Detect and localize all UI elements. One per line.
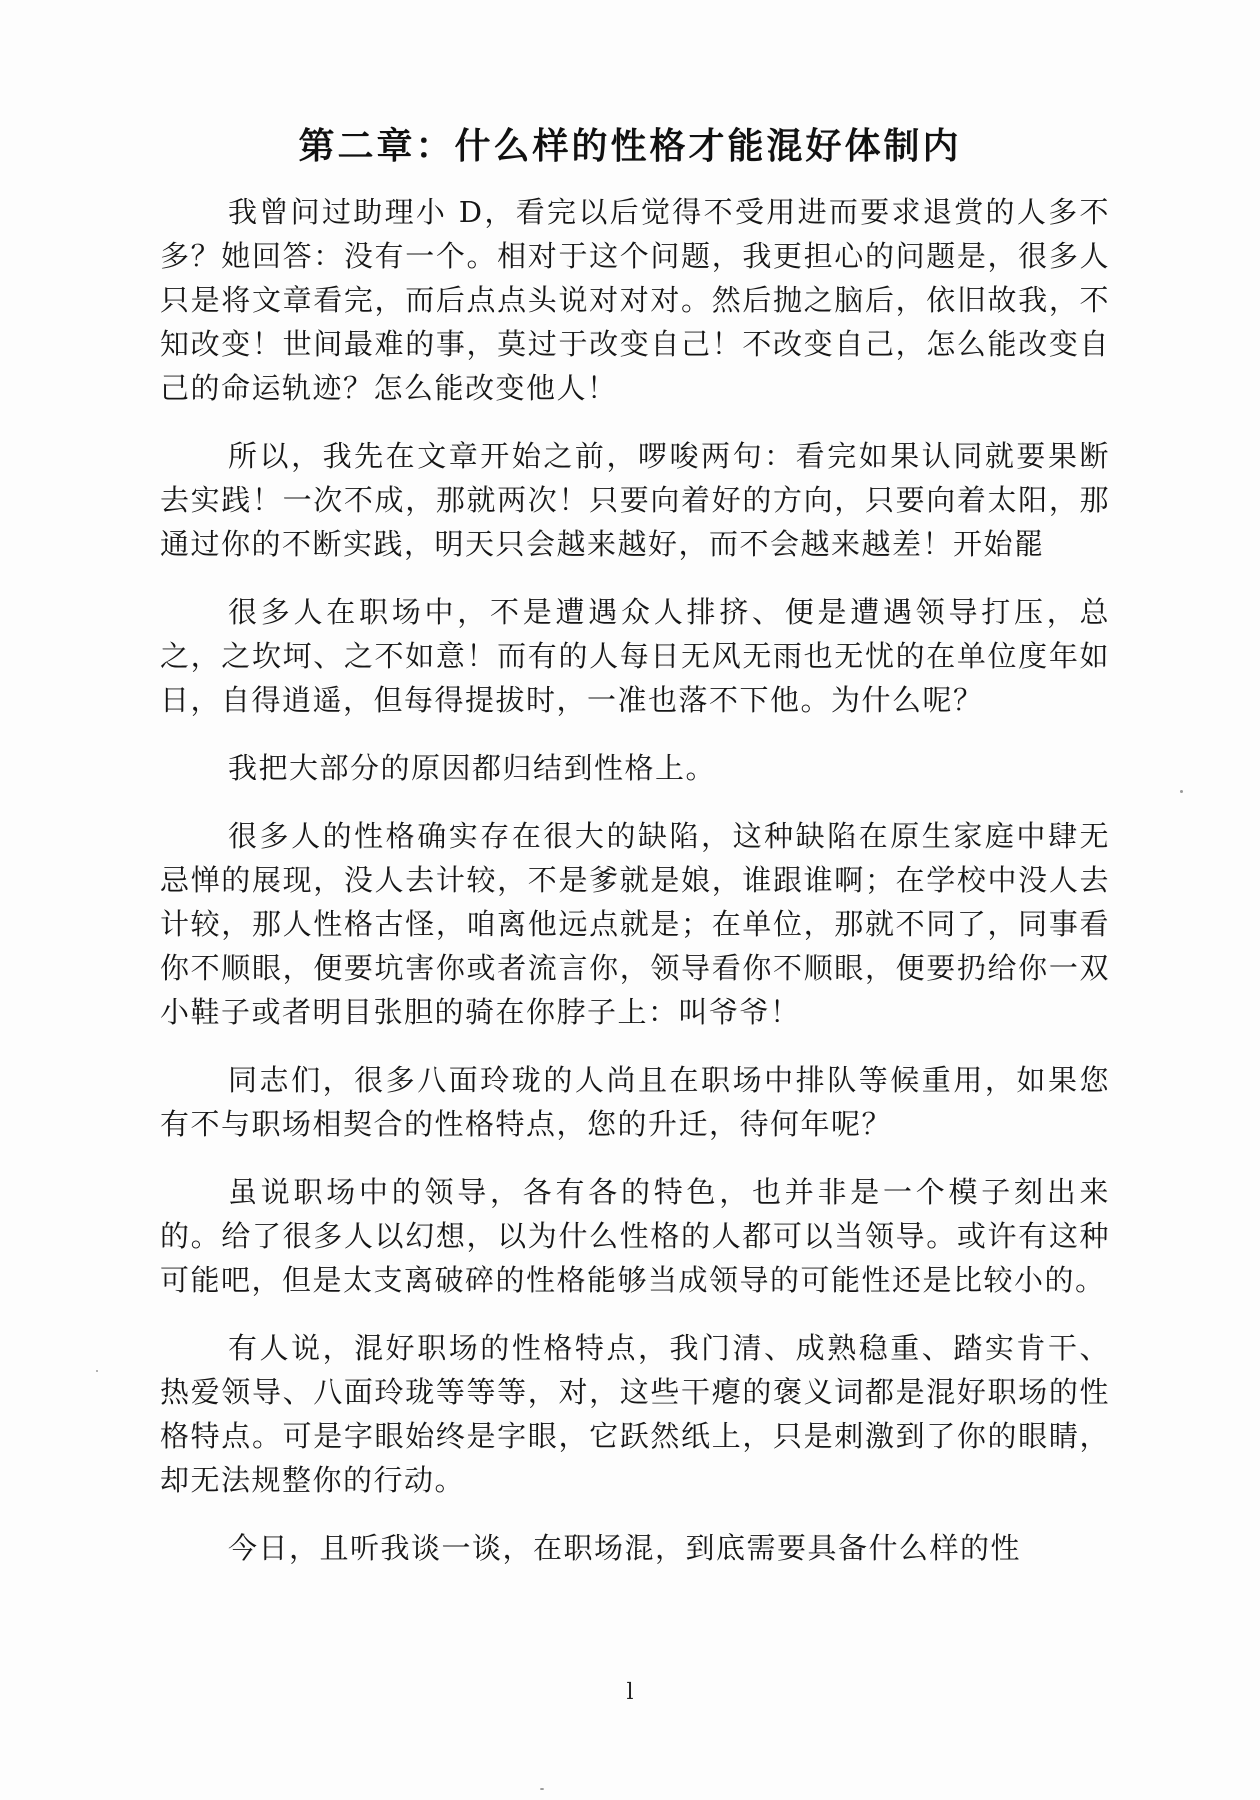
paragraph-3: 很多人在职场中，不是遭遇众人排挤、便是遭遇领导打压，总之，之坎坷、之不如意！而有的人每日无风无雨也无忧的在单位度年如日，自得逍遥，但每得提拔时，一准也落不下他。为什么呢？ [160, 595, 1110, 717]
scan-speck [1180, 790, 1183, 793]
paragraph-7: 虽说职场中的领导，各有各的特色，也并非是一个模子刻出来的。给了很多人以幻想，以为什么性格的人都可以当领导。或许有这种可能吧，但是太支离破碎的性格能够当成领导的可能性还是比较小的。 [160, 1175, 1110, 1297]
body-text [160, 190, 1110, 1594]
scan-speck [96, 1370, 98, 1372]
paragraph-1: 我曾问过助理小 D，看完以后觉得不受用进而要求退赏的人多不多？她回答：没有一个。相对于这个问题，我更担心的问题是，很多人只是将文章看完，而后点点头说对对对。然后抛之脑后，依旧故我，不知改变！世间最难的事，莫过于改变自己！不改变自己，怎么能改变自己的命运轨迹？怎么能改变他人！ [160, 195, 1110, 405]
paragraph-6: 同志们，很多八面玲珑的人尚且在职场中排队等候重用，如果您有不与职场相契合的性格特点，您的升迁，待何年呢？ [160, 1063, 1110, 1141]
page-number: l [626, 1680, 634, 1705]
paragraph-8: 有人说，混好职场的性格特点，我门清、成熟稳重、踏实肯干、热爱领导、八面玲珑等等等，对，这些干瘪的褒义词都是混好职场的性格特点。可是字眼始终是字眼，它跃然纸上，只是刺激到了你的眼睛，却无法规整你的行动。 [160, 1331, 1110, 1497]
scan-speck [540, 1788, 544, 1790]
paragraph-4: 我把大部分的原因都归结到性格上。 [228, 751, 717, 785]
paragraph-2: 所以，我先在文章开始之前，啰唆两句：看完如果认同就要果断去实践！一次不成，那就两次！只要向着好的方向，只要向着太阳，那通过你的不断实践，明天只会越来越好，而不会越来越差！开始罷 [160, 439, 1110, 561]
paragraph-9: 今日，且听我谈一谈，在职场混，到底需要具备什么样的性 [228, 1531, 1022, 1565]
chapter-title: 第二章：什么样的性格才能混好体制内 [298, 125, 962, 167]
paragraph-5: 很多人的性格确实存在很大的缺陷，这种缺陷在原生家庭中肆无忌惮的展现，没人去计较，不是爹就是娘，谁跟谁啊；在学校中没人去计较，那人性格古怪，咱离他远点就是；在单位，那就不同了，同事看你不顺眼，便要坑害你或者流言你，领导看你不顺眼，便要扔给你一双小鞋子或者明目张胆的骑在你脖子上：叫爷爷！ [160, 819, 1110, 1029]
